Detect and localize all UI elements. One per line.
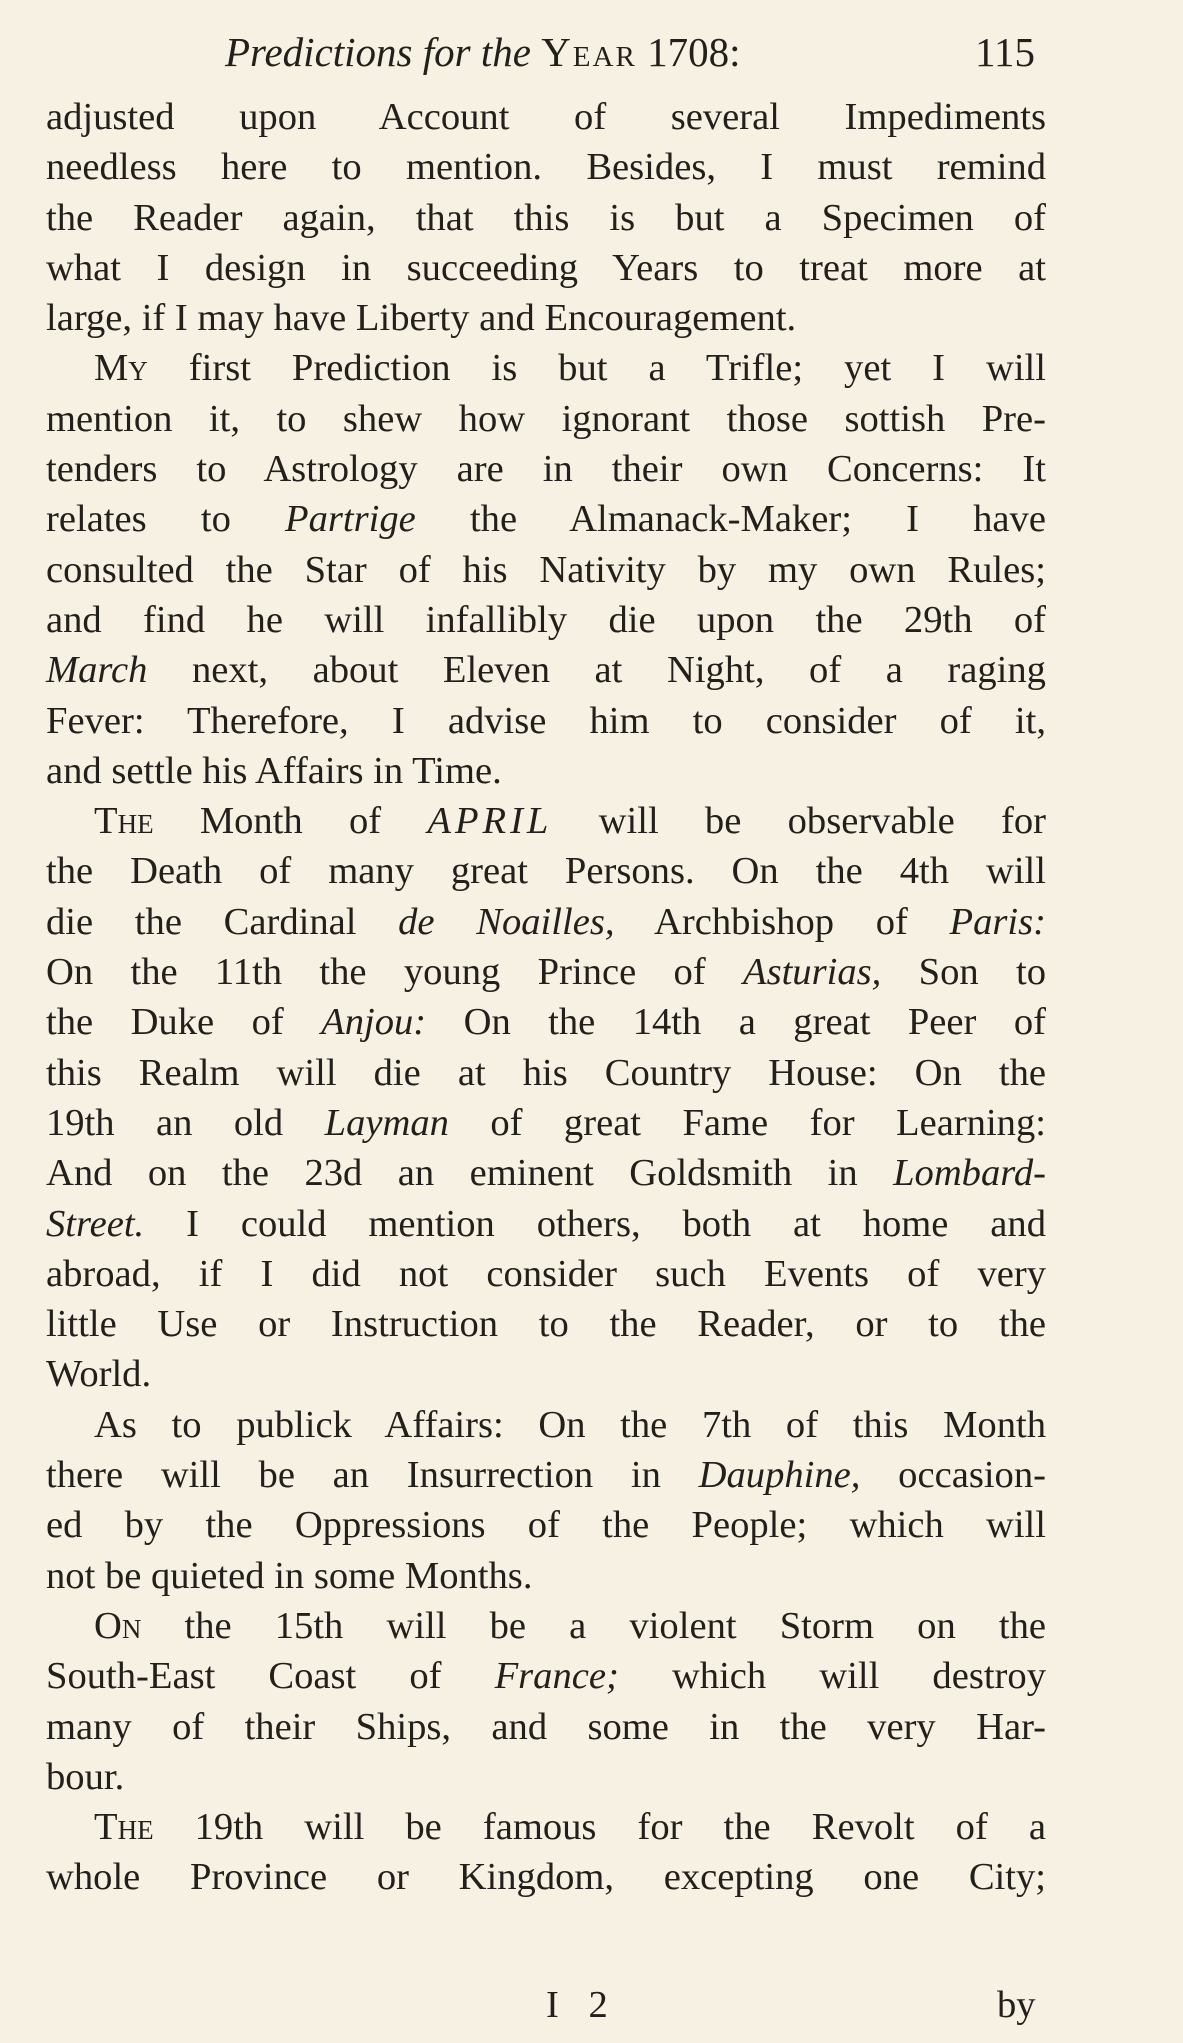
place-france: France; <box>494 1655 619 1698</box>
text-line <box>46 1098 1046 1148</box>
text-run: And on the 23d an eminent Goldsmith in <box>46 1152 858 1195</box>
body-text <box>46 92 1046 1903</box>
text-run: On the 11th the young Prince of <box>46 951 706 994</box>
text-run: next, about Eleven at Night, of a raging <box>191 649 1046 692</box>
text-line: mention it, to shew how ignorant those sottish Pre- <box>46 397 1046 440</box>
text-run: the 15th will be a violent Storm on the <box>184 1604 1046 1647</box>
text-line <box>46 897 1046 947</box>
page-number: 115 <box>975 29 1035 75</box>
text-run: On the 14th a great Peer of <box>463 1001 1046 1044</box>
text-line: this Realm will die at his Country House: On the <box>46 1051 1046 1094</box>
text-line: whole Province or Kingdom, excepting one City; <box>46 1856 1046 1899</box>
place-lombard: Lombard- <box>893 1152 1046 1195</box>
text-run: I could mention others, both at home and <box>186 1202 1046 1245</box>
word-layman: Layman <box>324 1101 449 1144</box>
text-line: and find he will infallibly die upon the 29th of <box>46 598 1046 641</box>
place-dauphine: Dauphine, <box>698 1454 861 1497</box>
text-line: many of their Ships, and some in the very Har- <box>46 1705 1046 1748</box>
text-line <box>46 343 1046 393</box>
catchword: by <box>997 1984 1036 2026</box>
text-run: 19th an old <box>46 1101 284 1144</box>
text-run: relates to <box>46 498 231 541</box>
text-run: of great Fame for Learning: <box>490 1101 1046 1144</box>
text-line: consulted the Star of his Nativity by my own Rules; <box>46 548 1046 591</box>
text-line: Fever: Therefore, I advise him to consider of it, <box>46 699 1046 742</box>
text-line: the Reader again, that this is but a Specimen of <box>46 196 1046 239</box>
text-run: occasion- <box>898 1454 1046 1497</box>
month-march: March <box>46 649 148 692</box>
text-line <box>46 997 1046 1047</box>
paragraph-5 <box>46 1601 1046 1802</box>
paragraph-3 <box>46 796 1046 1400</box>
page-footer <box>0 1983 1183 2033</box>
text-line <box>46 796 1046 846</box>
place-street: Street. <box>46 1202 145 1245</box>
text-line: As to publick Affairs: On the 7th of this Month <box>94 1403 1046 1446</box>
text-line <box>46 1148 1046 1198</box>
paragraph-lead-word: The <box>94 800 154 843</box>
text-line <box>46 1802 1046 1852</box>
text-line <box>46 494 1046 544</box>
text-line: adjusted upon Account of several Impediments <box>46 96 1046 138</box>
text-line <box>46 947 1046 997</box>
paragraph-lead-word: The <box>94 1806 154 1849</box>
signature-mark: I 2 <box>546 1984 618 2026</box>
text-run: Archbishop of <box>654 900 908 943</box>
paragraph-6 <box>46 1802 1046 1903</box>
text-line: the Death of many great Persons. On the 4th will <box>46 850 1046 893</box>
city-paris: Paris: <box>949 900 1046 943</box>
text-run: South-East Coast of <box>46 1655 442 1698</box>
paragraph-1 <box>46 92 1046 343</box>
text-run: the Almanack-Maker; I have <box>469 498 1046 541</box>
name-de-noailles: de Noailles, <box>398 900 615 943</box>
month-april: APRIL <box>427 800 553 843</box>
text-line <box>46 645 1046 695</box>
text-line <box>46 1450 1046 1500</box>
text-line: abroad, if I did not consider such Events of very <box>46 1252 1046 1295</box>
text-run: die the Cardinal <box>46 900 357 943</box>
running-title-year-word: Year <box>541 29 637 75</box>
text-run: which will destroy <box>671 1655 1046 1698</box>
text-run: Month of <box>199 800 382 843</box>
paragraph-4 <box>46 1400 1046 1601</box>
name-asturias: Asturias, <box>743 951 882 994</box>
running-title-year: 1708: <box>647 29 741 75</box>
text-run: 19th will be famous for the Revolt of a <box>194 1806 1046 1849</box>
text-line <box>46 1651 1046 1701</box>
text-line: ed by the Oppressions of the People; which will <box>46 1504 1046 1547</box>
text-line: what I design in succeeding Years to treat more at <box>46 246 1046 289</box>
paragraph-lead-word: My <box>94 347 148 390</box>
paragraph-lead-word: On <box>94 1604 142 1647</box>
text-line: World. <box>46 1353 152 1396</box>
text-run: there will be an Insurrection in <box>46 1454 661 1497</box>
text-line: and settle his Affairs in Time. <box>46 749 502 792</box>
text-line: not be quieted in some Months. <box>46 1554 533 1597</box>
paragraph-2 <box>46 343 1046 796</box>
running-header <box>0 22 1075 82</box>
name-anjou: Anjou: <box>321 1001 427 1044</box>
text-line: needless here to mention. Besides, I must remind <box>46 146 1046 189</box>
text-line: little Use or Instruction to the Reader, or to the <box>46 1303 1046 1346</box>
text-line <box>46 1601 1046 1651</box>
running-title <box>225 28 740 76</box>
text-line: large, if I may have Liberty and Encouragement. <box>46 297 797 340</box>
text-run: will be observable for <box>598 800 1046 843</box>
text-line: bour. <box>46 1755 125 1798</box>
text-run: the Duke of <box>46 1001 284 1044</box>
running-title-italic: Predictions for the <box>225 29 531 75</box>
text-run: Son to <box>918 951 1046 994</box>
text-line <box>46 1199 1046 1249</box>
text-line: tenders to Astrology are in their own Concerns: It <box>46 448 1046 491</box>
text-run: first Prediction is but a Trifle; yet I will <box>188 347 1046 390</box>
name-partrige: Partrige <box>285 498 416 541</box>
